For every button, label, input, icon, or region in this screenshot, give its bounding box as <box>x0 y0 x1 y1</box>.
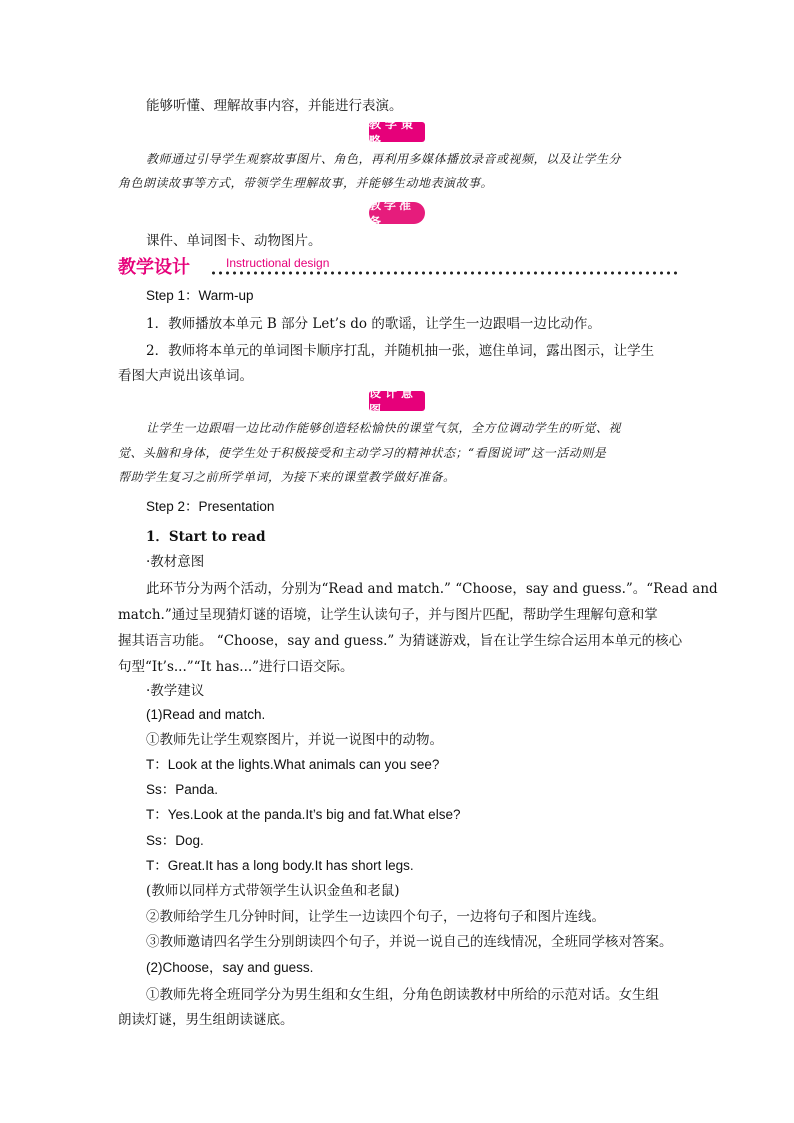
read-and-match-step-2: ②教师给学生几分钟时间，让学生一边读四个句子，一边将句子和图片连线。 <box>146 909 605 925</box>
badge-design-intent: 设计意图 <box>369 391 425 411</box>
section-title-english: Instructional design <box>226 256 330 270</box>
step-1-heading: Step 1：Warm-up <box>146 288 254 303</box>
design-intent-line-1: 让学生一边跟唱一边比动作能够创造轻松愉快的课堂气氛，全方位调动学生的听觉、视 <box>146 421 622 435</box>
design-intent-line-3: 帮助学生复习之前所学单词，为接下来的课堂教学做好准备。 <box>118 470 456 484</box>
badge-teaching-strategy: 教学策略 <box>369 122 425 142</box>
choose-say-guess-step-1-line-2: 朗读灯谜，男生组朗读谜底。 <box>118 1012 294 1028</box>
dialogue-line-1: T：Look at the lights.What animals can you see? <box>146 757 440 772</box>
step-1-item-2-line-1: 2．教师将本单元的单词图卡顺序打乱，并随机抽一张，遮住单词，露出图示，让学生 <box>146 343 655 359</box>
teaching-suggestion-label: ·教学建议 <box>146 683 205 699</box>
section-header-instructional-design <box>118 256 678 280</box>
step-1-item-1: 1．教师播放本单元 B 部分 Let’s do 的歌谣，让学生一边跟唱一边比动作。 <box>146 316 601 332</box>
dialogue-line-5: T：Great.It has a long body.It has short legs. <box>146 858 414 873</box>
section-title: 教学设计 <box>118 257 190 278</box>
choose-say-guess-step-1-line-1: ①教师先将全班同学分为男生组和女生组，分角色朗读教材中所给的示范对话。女生组 <box>146 987 659 1003</box>
read-and-match-step-3: ③教师邀请四名学生分别朗读四个句子，并说一说自己的连线情况，全班同学核对答案。 <box>146 934 673 950</box>
textbook-intent-line-2: match.”通过呈现猜灯谜的语境，让学生认读句子，并与图片匹配，帮助学生理解句意和掌 <box>118 607 658 623</box>
read-and-match-step-1: ①教师先让学生观察图片，并说一说图中的动物。 <box>146 732 443 748</box>
badge-teaching-preparation: 教学准备 <box>369 202 425 224</box>
dialogue-line-4: Ss：Dog. <box>146 833 204 848</box>
read-and-match-note: (教师以同样方式带领学生认识金鱼和老鼠) <box>146 883 400 899</box>
read-and-match-heading: (1)Read and match. <box>146 707 266 722</box>
choose-say-guess-heading: (2)Choose，say and guess. <box>146 960 314 975</box>
textbook-intent-line-4: 句型“It’s...”“It has...”进行口语交际。 <box>118 659 354 675</box>
textbook-intent-line-1: 此环节分为两个活动，分别为“Read and match.” “Choose，say and guess.”。“Read and <box>146 581 718 597</box>
dialogue-line-2: Ss：Panda. <box>146 782 219 797</box>
preparation-text: 课件、单词图卡、动物图片。 <box>146 233 322 249</box>
strategy-text-line-2: 角色朗读故事等方式，带领学生理解故事，并能够生动地表演故事。 <box>118 176 494 190</box>
strategy-text-line-1: 教师通过引导学生观察故事图片、角色，再利用多媒体播放录音或视频，以及让学生分 <box>146 152 622 166</box>
textbook-intent-line-3: 握其语言功能。 “Choose，say and guess.” 为猜谜游戏，旨在让学生综合运用本单元的核心 <box>118 633 683 649</box>
start-to-read-heading: 1．Start to read <box>146 529 266 545</box>
textbook-intent-label: ·教材意图 <box>146 554 205 570</box>
design-intent-line-2: 觉、头脑和身体，使学生处于积极接受和主动学习的精神状态；“看图说词”这一活动则是 <box>118 446 607 460</box>
dotted-divider <box>210 271 678 275</box>
step-1-item-2-line-2: 看图大声说出该单词。 <box>118 368 253 384</box>
step-2-heading: Step 2：Presentation <box>146 499 275 514</box>
paragraph-goal-end: 能够听懂、理解故事内容，并能进行表演。 <box>146 98 403 114</box>
dialogue-line-3: T：Yes.Look at the panda.It’s big and fat.What else? <box>146 807 461 822</box>
